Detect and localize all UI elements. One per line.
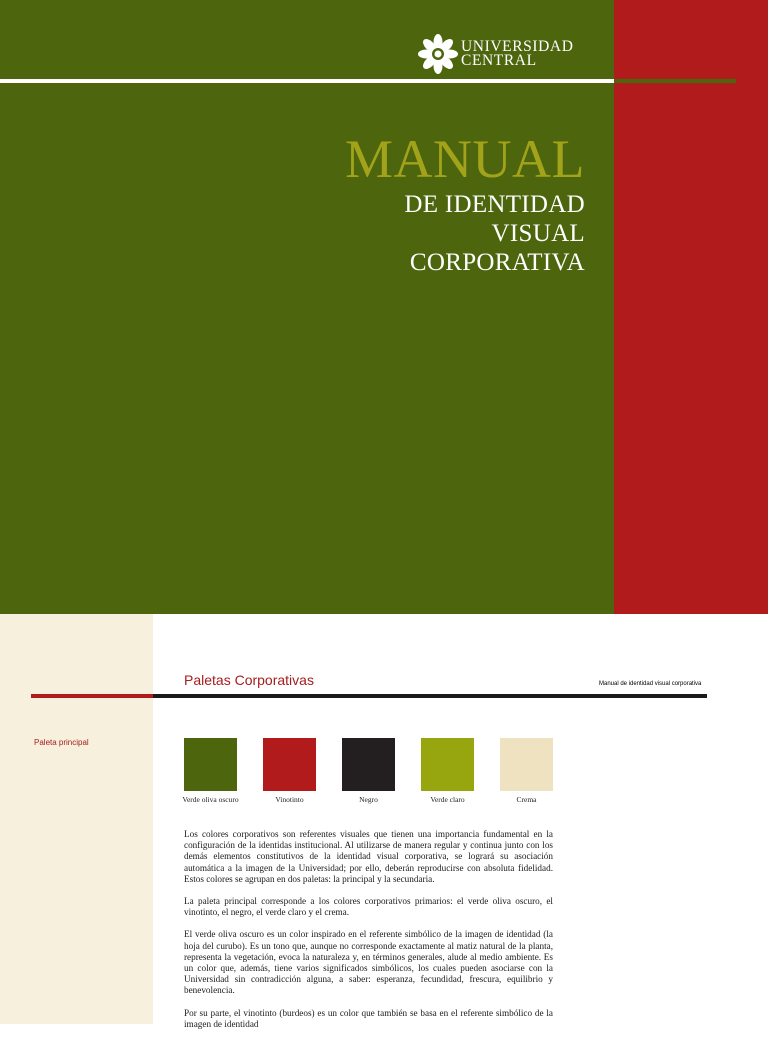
- university-logo: [417, 33, 587, 75]
- logo-wordmark-line2: CENTRAL: [461, 52, 537, 69]
- swatch-verde-oliva-oscuro: [184, 738, 237, 804]
- swatch-label: Vinotinto: [275, 795, 304, 804]
- section-title: Paletas Corporativas: [184, 672, 314, 688]
- swatch-negro: [342, 738, 395, 804]
- body-paragraph: La paleta principal corresponde a los colores corporativos primarios: el verde oliva oscuro, el vinotinto, el negro, el verde claro y el crema.: [184, 896, 553, 918]
- header-rule-black: [153, 694, 707, 698]
- swatch-label: Verde claro: [430, 795, 465, 804]
- cover-title-main: MANUAL: [345, 129, 585, 189]
- swatch-color-box: [184, 738, 237, 791]
- logo-wordmark-line1: UNIVERSIDAD: [461, 38, 574, 55]
- flower-emblem-icon: [417, 33, 459, 75]
- sidebar-label: Paleta principal: [34, 738, 89, 747]
- cover-divider-accent: [614, 79, 736, 83]
- running-header: Manual de identidad visual corporativa: [599, 681, 702, 687]
- swatch-label: Negro: [359, 795, 378, 804]
- body-paragraph: El verde oliva oscuro es un color inspirado en el referente simbólico de la imagen de identidad (la hoja del curubo). Es un tono que, aunque no corresponde exactamente al matiz natural de la planta, representa la vegetación, evoca la naturaleza y, en términos generales, alude al medio ambiente. Es un color que, además, tiene varios significados simbólicos, los cuales pueden asociarse con la Universidad sin contradicción alguna, a saber: esperanza, fecundidad, frescura, equilibrio y benevolencia.: [184, 929, 553, 996]
- swatch-color-box: [500, 738, 553, 791]
- header-rule-red: [31, 694, 153, 698]
- swatch-color-box: [421, 738, 474, 791]
- swatch-vinotinto: [263, 738, 316, 804]
- cover-subtitle-line1: DE IDENTIDAD: [404, 191, 585, 218]
- swatch-crema: [500, 738, 553, 804]
- page-left-margin-band: [0, 614, 153, 1024]
- color-palette: [184, 738, 564, 818]
- body-text: [184, 829, 553, 1041]
- cover-title: [345, 128, 585, 277]
- cover-red-strip: [614, 0, 768, 614]
- cover-subtitle-line2: VISUAL: [491, 220, 585, 247]
- body-paragraph: Los colores corporativos son referentes visuales que tienen una importancia fundamental en la configuración de la identidas institucional. Al utilizarse de manera regular y continua junto con los demás elementos constitutivos de la identidad visual corporativa, se logrará su asociación automática a la imagen de la Universidad; por ello, deberán reproducirse con absoluta fidelidad. Estos colores se agrupan en dos paletas: la principal y la secundaria.: [184, 829, 553, 884]
- body-paragraph: Por su parte, el vinotinto (burdeos) es un color que también se basa en el referente simbólico de la imagen de identidad: [184, 1007, 553, 1029]
- swatch-label: Verde oliva oscuro: [182, 795, 239, 804]
- cover-divider-line: [0, 79, 614, 83]
- swatch-label: Crema: [516, 795, 537, 804]
- swatch-color-box: [263, 738, 316, 791]
- swatch-verde-claro: [421, 738, 474, 804]
- cover-green-block: [0, 0, 614, 614]
- swatch-color-box: [342, 738, 395, 791]
- cover-subtitle-line3: CORPORATIVA: [409, 249, 585, 276]
